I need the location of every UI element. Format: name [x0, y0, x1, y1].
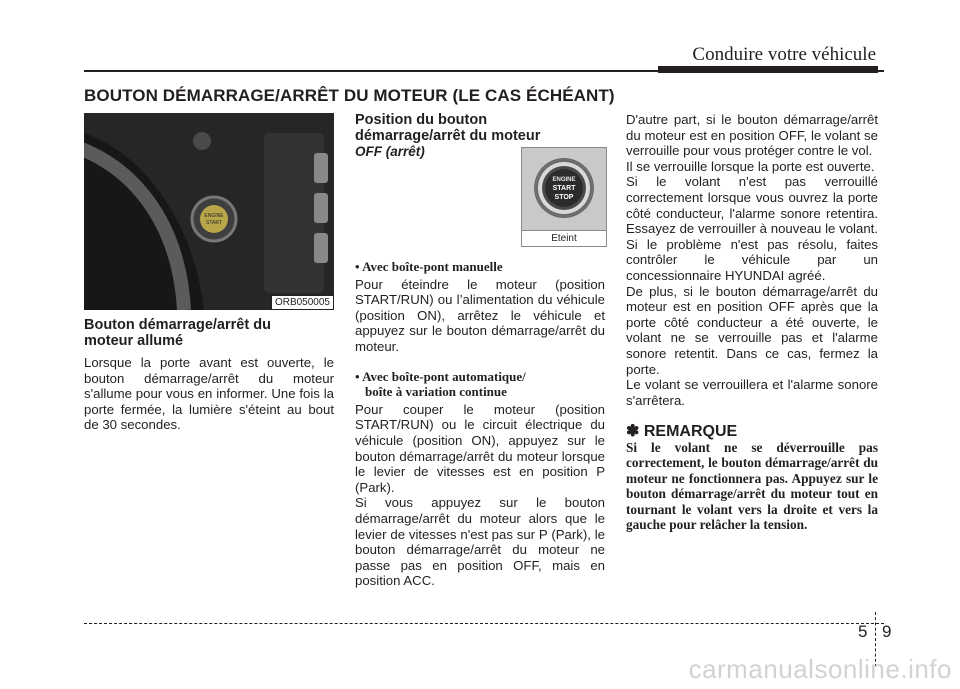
right-para5: Le volant se verrouillera et l'alarme sonore s'arrêtera.	[626, 377, 878, 408]
note-body: Si le volant ne se déverrouille pas correctement, le bouton démarrage/arrêt du moteur ne fonctionnera pas. Appuyez sur le bouton démarrage/arrêt du moteur tout en tournant le volant vers la droite et vers la gauche pour relâcher la tension.	[626, 439, 878, 533]
left-column	[84, 317, 334, 433]
left-subhead-line1: Bouton démarrage/arrêt du	[84, 317, 271, 333]
steering-wheel-illustration	[84, 113, 334, 310]
middle-subhead-line2: démarrage/arrêt du moteur	[355, 128, 541, 144]
left-body: Lorsque la porte avant est ouverte, le bouton démarrage/arrêt du moteur s'allume pour vous en informer. Une fois la porte fermée, la lumière s'éteint au bout de 30 secondes.	[84, 355, 334, 433]
auto-transmission-head-line1: • Avec boîte-pont automatique/	[355, 368, 526, 384]
button-text-stop: STOP	[554, 194, 574, 201]
right-column	[626, 112, 878, 533]
engine-button-figure	[521, 147, 607, 247]
off-label: OFF (arrêt)	[355, 144, 425, 159]
middle-subhead-line1: Position du bouton	[355, 112, 488, 128]
svg-text:START: START	[206, 220, 222, 226]
svg-text:ENGINE: ENGINE	[204, 213, 224, 219]
manual-transmission-body: Pour éteindre le moteur (position START/RUN) ou l’alimentation du véhicule (position ON), arrêtez le véhicule et appuyez sur le bouton démarrage/arrêt du moteur.	[355, 276, 605, 354]
right-para2: Il se verrouille lorsque la porte est ouverte.	[626, 158, 875, 174]
section-title: BOUTON DÉMARRAGE/ARRÊT DU MOTEUR (LE CAS ÉCHÉANT)	[84, 86, 615, 105]
manual-transmission-head: • Avec boîte-pont manuelle	[355, 259, 503, 274]
engine-start-stop-button-icon	[522, 148, 606, 230]
note-title: ✽ REMARQUE	[626, 423, 738, 441]
photo-reference-label: ORB050005	[271, 295, 334, 310]
button-text-engine: ENGINE	[552, 177, 576, 183]
watermark: carmanualsonline.info	[688, 654, 952, 684]
auto-transmission-body2: Si vous appuyez sur le bouton démarrage/arrêt du moteur alors que le levier de vitesses n'est pas sur P (Park), le bouton démarrage/arrêt du moteur ne passe pas en position OFF, mais en position ACC.	[355, 495, 605, 589]
right-para1: D'autre part, si le bouton démarrage/arrêt du moteur est en position OFF, le volant se verrouille pour vous protéger contre le vol.	[626, 112, 878, 159]
auto-transmission-head-line2: boîte à variation continue	[365, 384, 507, 400]
left-subhead-line2: moteur allumé	[84, 333, 184, 349]
right-para4: De plus, si le bouton démarrage/arrêt du moteur est en position OFF après que la porte côté conducteur a été ouverte, le volant ne se verrouille pas et l'alarme sonore retentit. Dans ce cas, fermez la porte.	[626, 283, 878, 377]
right-para3: Si le volant n'est pas verrouillé correctement lorsque vous ouvrez la porte côté conducteur, l'alarme sonore retentira. Essayez de verrouiller à nouveau le volant. Si le problème n'est pas résolu, faites contrôler le véhicule par un concessionnaire HYUNDAI agréé.	[626, 174, 878, 283]
auto-transmission-body1: Pour couper le moteur (position START/RUN) ou le circuit électrique du véhicule (position ON), appuyez sur le bouton démarrage/arrêt du moteur lorsque le levier de vitesses est en position P (Park).	[355, 401, 605, 495]
chapter-number: 5	[858, 622, 868, 641]
steering-wheel-photo	[84, 113, 334, 310]
button-text-start: START	[552, 185, 576, 192]
header-rule-accent	[658, 66, 878, 73]
page-number: 9	[882, 622, 892, 641]
footer-rule	[84, 623, 884, 624]
button-caption: Eteint	[522, 230, 606, 246]
middle-column-body	[355, 259, 605, 589]
chapter-title: Conduire votre véhicule	[692, 44, 876, 65]
